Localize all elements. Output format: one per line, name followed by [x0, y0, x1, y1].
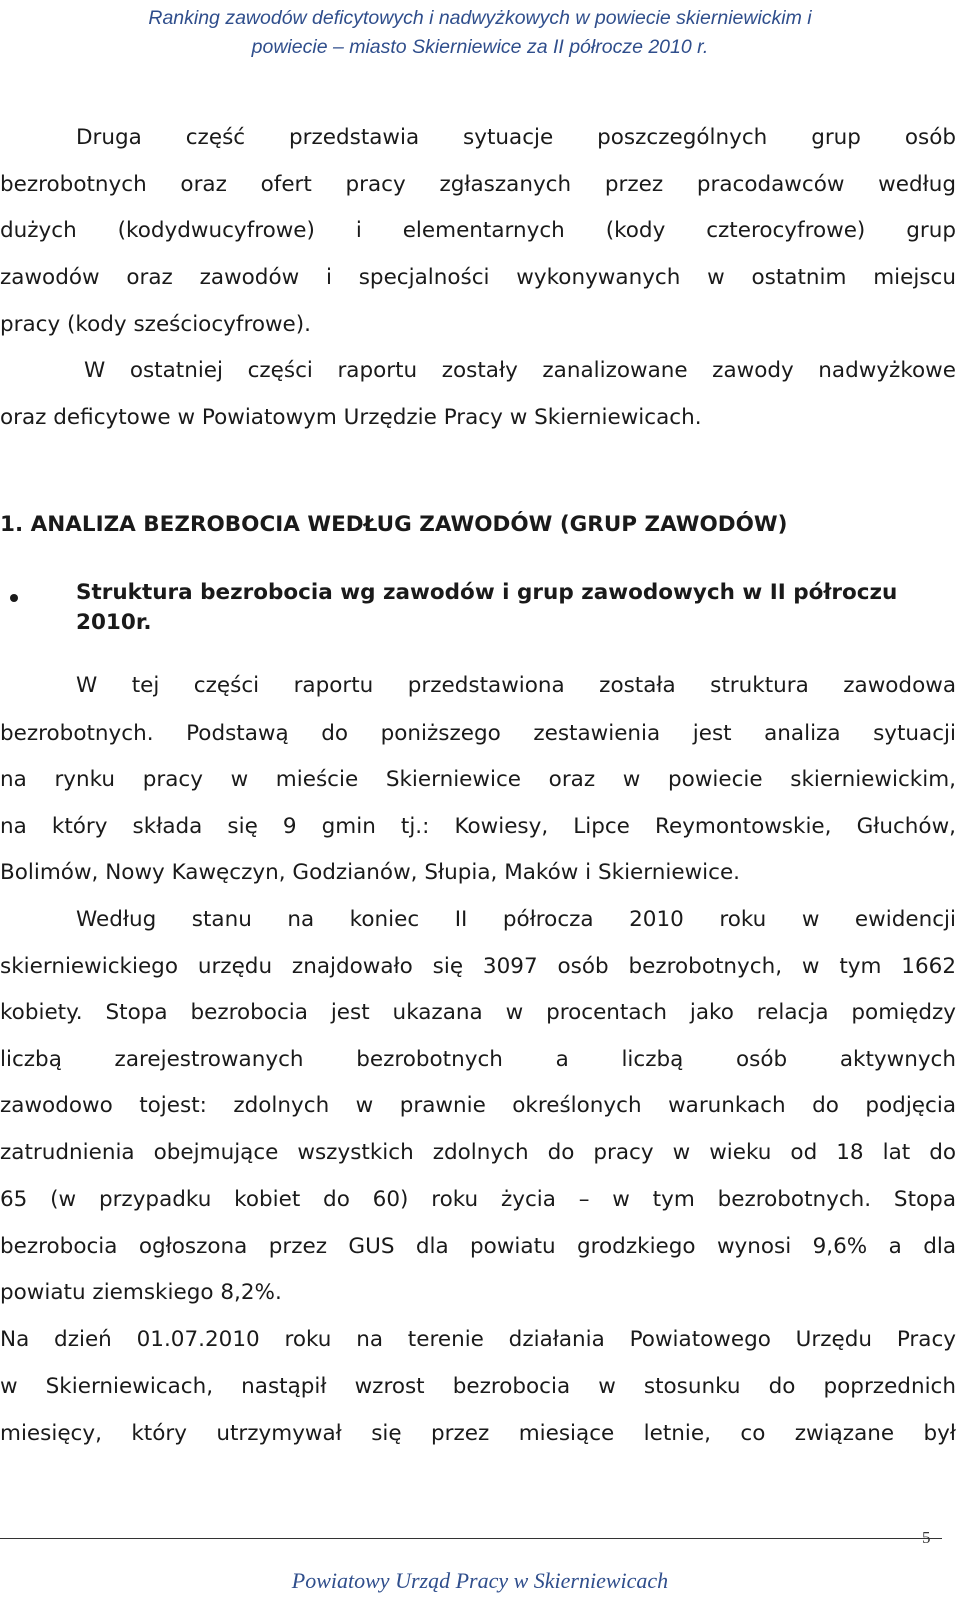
- body-p2-line-7: 65 (w przypadku kobiet do 60) roku życia – w tym bezrobotnych. Stopa: [0, 1187, 956, 1212]
- body-p3-line-2: w Skierniewicach, nastąpił wzrost bezrobocia w stosunku do poprzednich: [0, 1374, 956, 1399]
- header-line-1: Ranking zawodów deficytowych i nadwyżkowych w powiecie skierniewickim i: [148, 7, 812, 29]
- intro-p2-line-1: W ostatniej części raportu zostały zanalizowane zawody nadwyżkowe: [84, 358, 956, 383]
- page-number: 5: [922, 1528, 931, 1547]
- body-p2-line-9: powiatu ziemskiego 8,2%.: [0, 1280, 282, 1305]
- header-line-2: powiecie – miasto Skierniewice za II półrocze 2010 r.: [251, 36, 709, 58]
- body-p2-line-4: liczbą zarejestrowanych bezrobotnych a liczbą osób aktywnych: [0, 1047, 956, 1072]
- body-p1-line-4: na który składa się 9 gmin tj.: Kowiesy, Lipce Reymontowskie, Głuchów,: [0, 814, 956, 839]
- intro-p1-line-2: bezrobotnych oraz ofert pracy zgłaszanych przez pracodawców według: [0, 172, 956, 197]
- intro-p1-line-3: dużych (kodydwucyfrowe) i elementarnych (kody czterocyfrowe) grup: [0, 218, 956, 243]
- body-p2-line-8: bezrobocia ogłoszona przez GUS dla powiatu grodzkiego wynosi 9,6% a dla: [0, 1234, 956, 1259]
- body-p3-line-3: miesięcy, który utrzymywał się przez miesiące letnie, co związane był: [0, 1421, 956, 1446]
- intro-p2-line-2: oraz deficytowe w Powiatowym Urzędzie Pracy w Skierniewicach.: [0, 405, 702, 430]
- body-p2-line-1: Według stanu na koniec II półrocza 2010 roku w ewidencji: [76, 907, 956, 932]
- body-p1-line-1: W tej części raportu przedstawiona została struktura zawodowa: [76, 673, 956, 698]
- bullet-text-line-2: 2010r.: [76, 610, 152, 635]
- body-p1-line-2: bezrobotnych. Podstawą do poniższego zestawienia jest analiza sytuacji: [0, 721, 956, 746]
- body-p2-line-3: kobiety. Stopa bezrobocia jest ukazana w procentach jako relacja pomiędzy: [0, 1000, 956, 1025]
- intro-p1-line-5: pracy (kody sześciocyfrowe).: [0, 312, 312, 337]
- body-p1-line-5: Bolimów, Nowy Kawęczyn, Godzianów, Słupia, Maków i Skierniewice.: [0, 860, 741, 885]
- body-p2-line-2: skierniewickiego urzędu znajdowało się 3097 osób bezrobotnych, w tym 1662: [0, 954, 956, 979]
- footer-text: Powiatowy Urząd Pracy w Skierniewicach: [291, 1568, 669, 1593]
- intro-p1-line-4: zawodów oraz zawodów i specjalności wykonywanych w ostatnim miejscu: [0, 265, 956, 290]
- intro-p1-line-1: Druga część przedstawia sytuacje poszczególnych grup osób: [76, 125, 956, 150]
- body-p1-line-3: na rynku pracy w mieście Skierniewice oraz w powiecie skierniewickim,: [0, 767, 956, 792]
- bullet-text-line-1: Struktura bezrobocia wg zawodów i grup zawodowych w II półroczu: [76, 580, 898, 605]
- bullet-icon: [10, 594, 18, 602]
- body-p2-line-6: zatrudnienia obejmujące wszystkich zdolnych do pracy w wieku od 18 lat do: [0, 1140, 956, 1165]
- body-p2-line-5: zawodowo tojest: zdolnych w prawnie określonych warunkach do podjęcia: [0, 1093, 956, 1118]
- section-heading: 1. ANALIZA BEZROBOCIA WEDŁUG ZAWODÓW (GRUP ZAWODÓW): [0, 512, 788, 537]
- footer-divider: [0, 1538, 942, 1539]
- running-header: [0, 4, 960, 62]
- body-p3-line-1: Na dzień 01.07.2010 roku na terenie działania Powiatowego Urzędu Pracy: [0, 1327, 956, 1352]
